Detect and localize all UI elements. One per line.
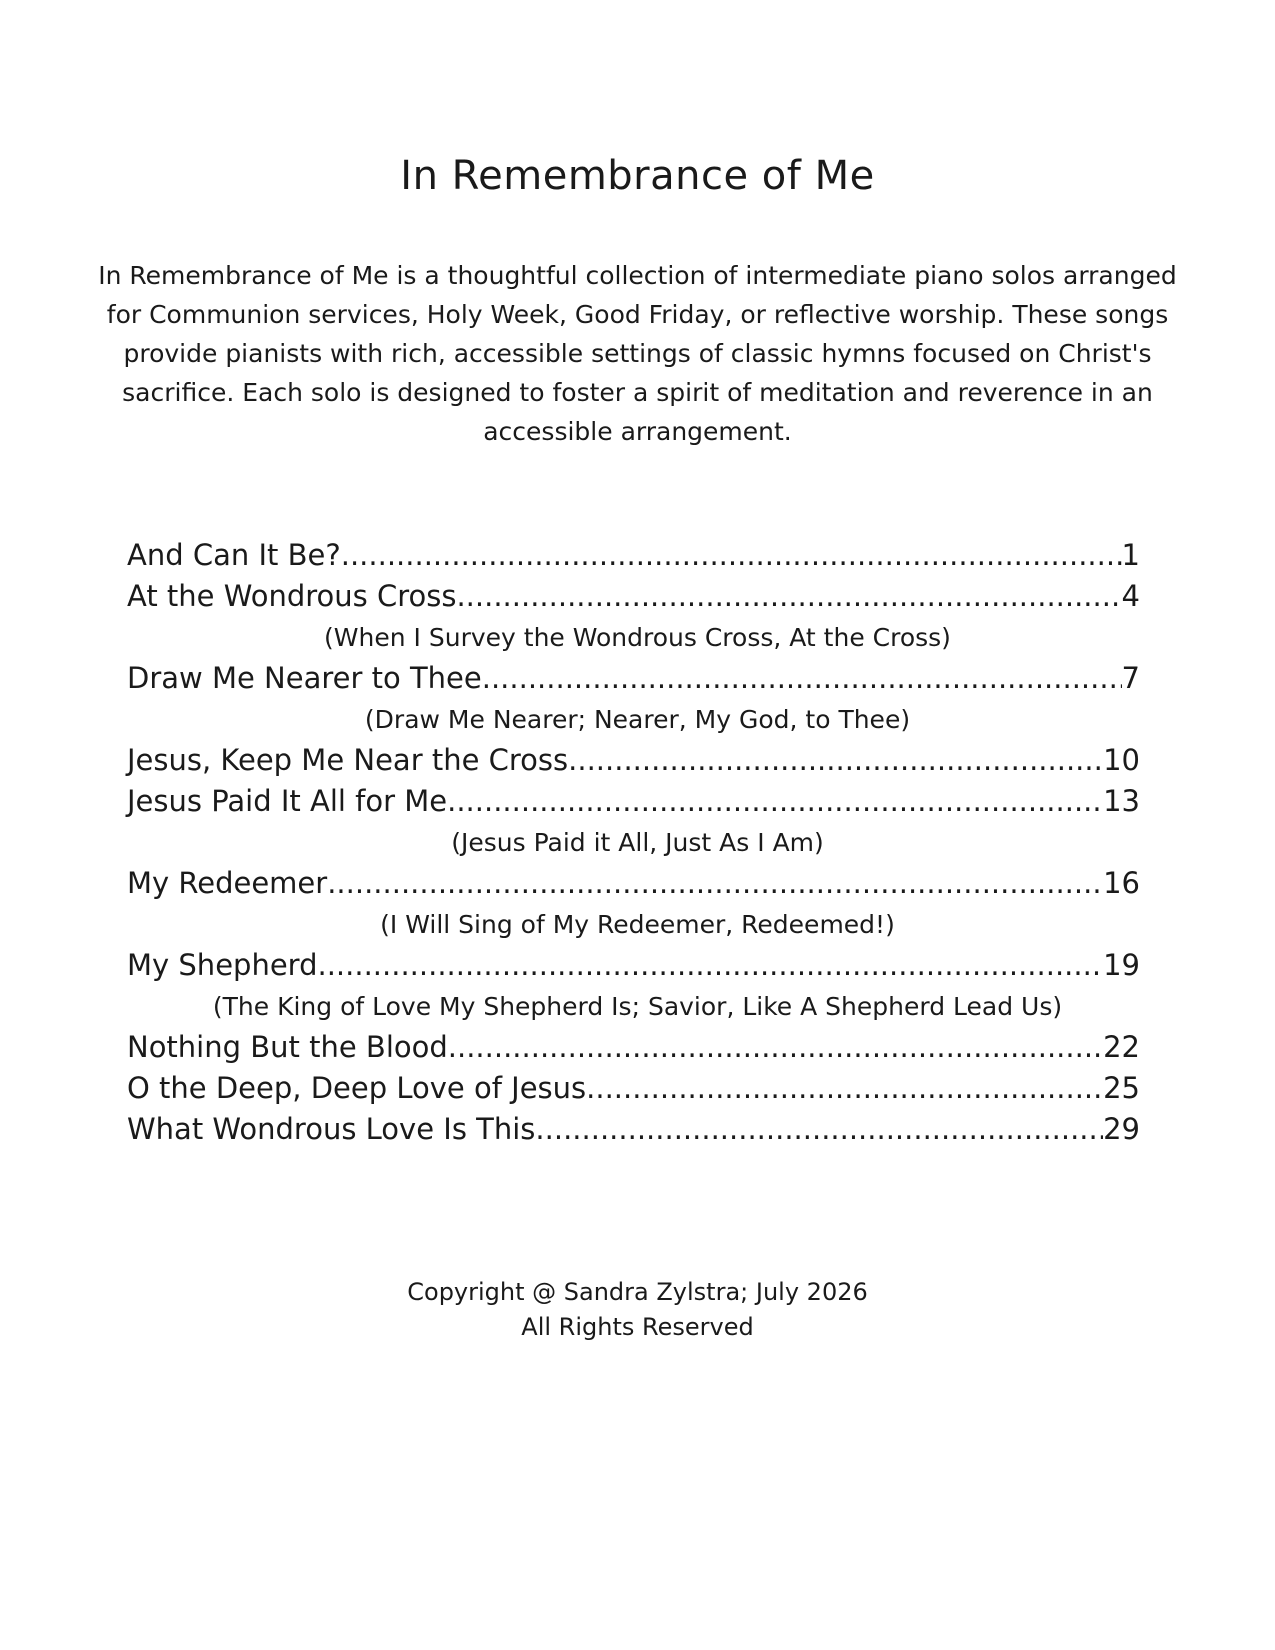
toc-row [0, 576, 1275, 617]
toc-entry [127, 535, 1140, 576]
toc-subtitle-row [0, 822, 1275, 863]
toc-entry [127, 576, 1140, 617]
toc-entry [127, 781, 1140, 822]
toc-entry-title: At the Wondrous Cross [127, 579, 457, 613]
toc-row [0, 945, 1275, 986]
toc-entry-subtitle: (Draw Me Nearer; Nearer, My God, to Thee) [364, 705, 911, 734]
toc-entry-page-number: 29 [1103, 1112, 1140, 1146]
toc-entry-subtitle: (Jesus Paid it All, Just As I Am) [451, 828, 824, 857]
toc-entry-title: Draw Me Nearer to Thee [127, 661, 482, 695]
toc-dot-leader [341, 535, 1122, 576]
toc-dot-leader [482, 658, 1122, 699]
toc-entry-page-number: 22 [1103, 1030, 1140, 1064]
page-title: In Remembrance of Me [400, 153, 875, 199]
toc-dot-leader [327, 863, 1103, 904]
toc-entry-subtitle: (The King of Love My Shepherd Is; Savior, Like A Shepherd Lead Us) [212, 992, 1063, 1021]
toc-dot-leader [535, 1109, 1103, 1150]
toc-dot-leader [317, 945, 1103, 986]
toc-dot-leader [456, 576, 1121, 617]
toc-entry-title: Jesus, Keep Me Near the Cross [127, 743, 569, 777]
toc-entry-title: Jesus Paid It All for Me [127, 784, 448, 818]
toc-row [0, 1109, 1275, 1150]
toc-row [0, 863, 1275, 904]
toc-subtitle-row [0, 699, 1275, 740]
toc-entry [127, 740, 1140, 781]
toc-entry-title: And Can It Be? [127, 538, 341, 572]
toc-dot-leader [568, 740, 1103, 781]
toc-subtitle-row [0, 904, 1275, 945]
toc-entry [127, 863, 1140, 904]
toc-entry [127, 945, 1140, 986]
toc-entry-title: My Redeemer [127, 866, 328, 900]
toc-entry-page-number: 25 [1103, 1071, 1140, 1105]
toc-entry-page-number: 1 [1121, 538, 1140, 572]
copyright-block [0, 1275, 1275, 1345]
toc-entry-title: What Wondrous Love Is This [127, 1112, 536, 1146]
toc-subtitle-row [0, 617, 1275, 658]
toc-entry-title: Nothing But the Blood [127, 1030, 448, 1064]
toc-entry [127, 1027, 1140, 1068]
toc-entry-page-number: 13 [1103, 784, 1140, 818]
toc-subtitle-row [0, 986, 1275, 1027]
toc-row [0, 781, 1275, 822]
toc-entry [127, 1068, 1140, 1109]
toc-entry-page-number: 16 [1103, 866, 1140, 900]
toc-dot-leader [586, 1068, 1103, 1109]
toc-entry-page-number: 10 [1103, 743, 1140, 777]
toc-row [0, 740, 1275, 781]
toc-entry-subtitle: (When I Survey the Wondrous Cross, At the Cross) [324, 623, 951, 652]
toc-entry [127, 1109, 1140, 1150]
rights-reserved-line: All Rights Reserved [521, 1313, 754, 1341]
description-paragraph: In Remembrance of Me is a thoughtful collection of intermediate piano solos arranged for Communion services, Holy Week, Good Friday, or reflective worship. These songs provide pianists with rich, accessible settings of classic hymns focused on Christ's sacrifice. Each solo is designed to foster a spirit of meditation and reverence in an accessible arrangement. [98, 261, 1177, 446]
toc-dot-leader [447, 781, 1103, 822]
toc-row [0, 535, 1275, 576]
copyright-line: Copyright @ Sandra Zylstra; July 2026 [407, 1278, 868, 1306]
toc-entry-page-number: 4 [1121, 579, 1140, 613]
toc-dot-leader [448, 1027, 1103, 1068]
toc-entry-page-number: 19 [1103, 948, 1140, 982]
table-of-contents [0, 535, 1275, 1150]
toc-row [0, 658, 1275, 699]
toc-entry-title: O the Deep, Deep Love of Jesus [127, 1071, 587, 1105]
toc-entry [127, 658, 1140, 699]
toc-entry-subtitle: (I Will Sing of My Redeemer, Redeemed!) [380, 910, 895, 939]
toc-entry-title: My Shepherd [127, 948, 318, 982]
toc-row [0, 1027, 1275, 1068]
toc-entry-page-number: 7 [1121, 661, 1140, 695]
toc-row [0, 1068, 1275, 1109]
